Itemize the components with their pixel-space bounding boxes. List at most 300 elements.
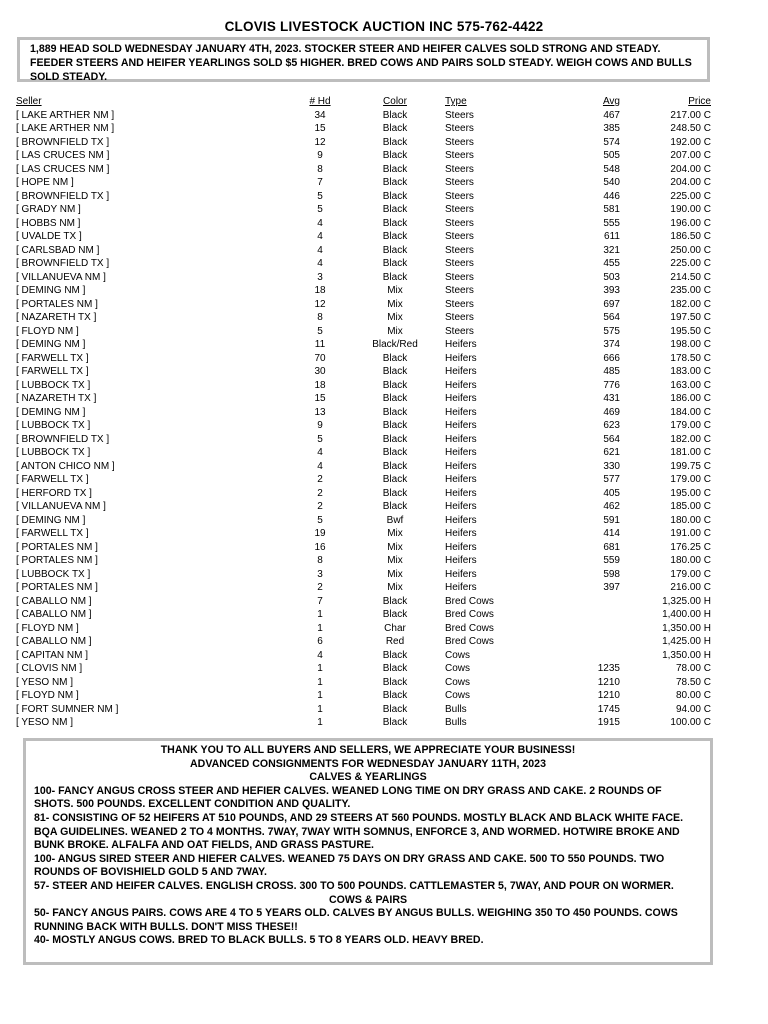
cell-price: 78.00 C	[675, 663, 711, 674]
cell-head-count: 1	[317, 676, 323, 688]
table-row	[15, 487, 715, 501]
table-row	[15, 230, 715, 244]
cell-type: Steers	[445, 312, 474, 323]
cell-avg-weight: 681	[603, 541, 620, 553]
cell-head-count: 4	[317, 258, 323, 269]
cell-seller: [ HERFORD TX ]	[16, 487, 92, 499]
cell-avg-weight: 462	[603, 501, 620, 512]
cell-color: Black	[382, 352, 408, 364]
table-row	[15, 257, 715, 271]
cell-price: 235.00 C	[670, 285, 711, 296]
cell-seller: [ FARWELL TX ]	[16, 474, 89, 485]
cell-price: 100.00 C	[670, 717, 711, 728]
cell-seller: [ LAKE ARTHER NM ]	[16, 123, 115, 134]
cell-head-count: 13	[314, 406, 326, 418]
cell-head-count: 3	[317, 568, 323, 580]
cell-color: Black	[382, 136, 408, 148]
table-row	[15, 365, 715, 379]
cell-seller: [ DEMING NM ]	[16, 514, 86, 526]
cell-type: Heifers	[445, 393, 477, 404]
cell-color: Black	[382, 150, 408, 161]
cell-head-count: 5	[317, 514, 323, 526]
cell-avg-weight: 385	[603, 123, 620, 134]
cell-head-count: 9	[317, 150, 323, 161]
cell-seller: [ PORTALES NM ]	[16, 541, 98, 553]
cell-head-count: 7	[317, 595, 323, 607]
cell-seller: [ FARWELL TX ]	[16, 366, 89, 377]
cell-type: Cows	[445, 676, 471, 688]
cell-price: 196.00 C	[670, 217, 711, 229]
cell-avg-weight: 623	[603, 420, 620, 431]
cell-color: Black	[382, 204, 408, 215]
cell-type: Heifers	[445, 487, 477, 499]
cell-color: Mix	[387, 528, 403, 539]
cell-avg-weight: 1210	[597, 690, 620, 701]
cell-price: 181.00 C	[670, 447, 711, 458]
cell-price: 204.00 C	[670, 163, 711, 175]
cell-seller: [ LAS CRUCES NM ]	[16, 163, 110, 175]
cell-price: 179.00 C	[670, 420, 711, 431]
consignment-item: 100- FANCY ANGUS CROSS STEER AND HEFIER CALVES. WEANED LONG TIME ON DRY GRASS AND CAKE. 2 ROUNDS OF SHOTS. 500 POUNDS. EXCELLENT CONDITION AND QUALITY.	[34, 784, 662, 811]
cell-seller: [ DEMING NM ]	[16, 406, 86, 418]
cell-color: Mix	[387, 298, 403, 310]
cell-type: Heifers	[445, 474, 477, 485]
cell-avg-weight: 1235	[597, 663, 620, 674]
cell-avg-weight: 611	[604, 231, 620, 242]
cell-color: Black	[382, 393, 408, 404]
cell-avg-weight: 503	[603, 271, 620, 283]
cell-price: 184.00 C	[670, 406, 711, 418]
cell-color: Black	[382, 190, 408, 202]
cell-color: Black	[382, 420, 408, 431]
table-body	[15, 109, 715, 730]
cell-color: Black	[382, 447, 408, 458]
cell-type: Steers	[445, 298, 474, 310]
cell-color: Black	[382, 123, 408, 134]
cell-type: Steers	[445, 136, 474, 148]
cell-head-count: 4	[317, 244, 323, 256]
cell-seller: [ CARLSBAD NM ]	[16, 244, 100, 256]
cell-head-count: 7	[317, 177, 323, 188]
cell-price: 197.50 C	[670, 312, 711, 323]
cell-color: Black	[382, 258, 408, 269]
page-title: CLOVIS LIVESTOCK AUCTION INC 575-762-4422	[224, 19, 544, 34]
table-row	[15, 676, 715, 690]
cell-price: 204.00 C	[670, 177, 711, 188]
table-row	[15, 392, 715, 406]
table-row	[15, 649, 715, 663]
consignments-box	[23, 738, 713, 965]
cell-type: Bulls	[445, 703, 467, 715]
cell-avg-weight: 374	[603, 339, 620, 350]
cell-head-count: 5	[317, 433, 323, 445]
cell-price: 1,350.00 H	[662, 622, 711, 634]
cell-type: Steers	[445, 177, 474, 188]
cell-avg-weight: 574	[603, 136, 620, 148]
table-row	[15, 338, 715, 352]
table-row	[15, 662, 715, 676]
cell-avg-weight: 621	[603, 447, 620, 458]
cell-price: 94.00 C	[675, 703, 711, 715]
cell-type: Steers	[445, 244, 474, 256]
cell-avg-weight: 505	[603, 150, 620, 161]
cell-seller: [ GRADY NM ]	[16, 204, 81, 215]
cell-avg-weight: 1210	[597, 676, 620, 688]
table-row	[15, 419, 715, 433]
cell-price: 207.00 C	[670, 150, 711, 161]
cell-price: 182.00 C	[670, 433, 711, 445]
cell-type: Steers	[445, 163, 474, 175]
cell-avg-weight: 564	[603, 312, 620, 323]
cell-color: Black/Red	[372, 339, 418, 350]
table-row	[15, 406, 715, 420]
cell-avg-weight: 467	[603, 109, 620, 121]
cell-seller: [ YESO NM ]	[16, 676, 74, 688]
cell-seller: [ DEMING NM ]	[16, 339, 86, 350]
cell-type: Steers	[445, 325, 474, 337]
table-row	[15, 190, 715, 204]
cell-seller: [ NAZARETH TX ]	[16, 393, 97, 404]
cell-color: Black	[382, 163, 408, 175]
cell-avg-weight: 548	[603, 163, 620, 175]
table-row	[15, 514, 715, 528]
cell-head-count: 4	[317, 231, 323, 242]
cell-avg-weight: 397	[603, 582, 620, 593]
cell-color: Black	[382, 109, 408, 121]
cell-color: Black	[382, 649, 408, 661]
cell-head-count: 4	[317, 460, 323, 472]
cell-head-count: 5	[317, 190, 323, 202]
cell-color: Black	[382, 177, 408, 188]
cell-head-count: 8	[317, 163, 323, 175]
cell-seller: [ LUBBOCK TX ]	[16, 568, 91, 580]
cell-head-count: 12	[314, 298, 326, 310]
cell-color: Black	[382, 474, 408, 485]
cell-seller: [ FLOYD NM ]	[16, 325, 79, 337]
cell-head-count: 4	[317, 447, 323, 458]
table-row	[15, 379, 715, 393]
cell-head-count: 4	[317, 217, 323, 229]
cell-seller: [ LAS CRUCES NM ]	[16, 150, 110, 161]
table-row	[15, 203, 715, 217]
table-row	[15, 703, 715, 717]
cell-type: Steers	[445, 109, 474, 121]
cell-head-count: 2	[317, 474, 323, 485]
cell-color: Black	[382, 487, 408, 499]
cell-price: 195.50 C	[670, 325, 711, 337]
cell-seller: [ ANTON CHICO NM ]	[16, 460, 115, 472]
table-row	[15, 109, 715, 123]
cell-avg-weight: 540	[603, 177, 620, 188]
cell-seller: [ LUBBOCK TX ]	[16, 447, 91, 458]
cell-seller: [ CLOVIS NM ]	[16, 663, 83, 674]
table-row	[15, 581, 715, 595]
cell-price: 192.00 C	[670, 136, 711, 148]
cell-avg-weight: 1915	[597, 717, 620, 728]
cell-head-count: 34	[314, 109, 326, 121]
cell-color: Mix	[387, 541, 403, 553]
cell-avg-weight: 431	[603, 393, 620, 404]
cell-seller: [ CABALLO NM ]	[16, 609, 92, 620]
col-avg-header: Avg	[602, 96, 620, 107]
table-row	[15, 311, 715, 325]
cell-avg-weight: 776	[603, 379, 620, 391]
consignment-item: 81- CONSISTING OF 52 HEIFERS AT 510 POUNDS, AND 29 STEERS AT 560 POUNDS. MOSTLY BLACK AND BLACK WHITE FACE. BQA GUIDELINES. WEANED 2 TO 4 MONTHS. 7WAY, 7WAY WITH SOMNUS, ENFORCE 3, AND WORMED. HOTWIRE BROKE AND BUNK BROKE. ALFALFA AND OAT FIELDS, AND GRASS PASTURE.	[34, 811, 684, 852]
consignment-item: 50- FANCY ANGUS PAIRS. COWS ARE 4 TO 5 YEARS OLD. CALVES BY ANGUS BULLS. WEIGHING 350 TO 450 POUNDS. COWS RUNNING BACK WITH BULLS. DON'T MISS THESE!!	[34, 907, 678, 933]
sale-summary-box	[17, 37, 710, 82]
table-row	[15, 122, 715, 136]
table-row	[15, 460, 715, 474]
cell-seller: [ CABALLO NM ]	[16, 595, 92, 607]
cell-type: Steers	[445, 285, 474, 296]
sale-summary-text: 1,889 HEAD SOLD WEDNESDAY JANUARY 4TH, 2023. STOCKER STEER AND HEIFER CALVES SOLD STRONG AND STEADY. FEEDER STEERS AND HEIFER YEARLINGS SOLD $5 HIGHER. BRED COWS AND PAIRS SOLD STEADY. WEIGH COWS AND BULLS SOLD STEADY.	[30, 43, 692, 83]
advanced-consignments-heading: ADVANCED CONSIGNMENTS FOR WEDNESDAY JANUARY 11TH, 2023	[190, 757, 546, 770]
cell-type: Steers	[445, 271, 474, 283]
consignment-item: 40- MOSTLY ANGUS COWS. BRED TO BLACK BULLS. 5 TO 8 YEARS OLD. HEAVY BRED.	[34, 934, 484, 947]
cell-head-count: 11	[314, 339, 326, 350]
cell-avg-weight: 393	[603, 285, 620, 296]
table-row	[15, 352, 715, 366]
cell-head-count: 8	[317, 555, 323, 566]
cell-head-count: 2	[317, 487, 323, 499]
cows-heading: COWS & PAIRS	[328, 893, 408, 906]
table-row	[15, 527, 715, 541]
cell-seller: [ DEMING NM ]	[16, 285, 86, 296]
cell-avg-weight: 666	[603, 352, 620, 364]
cell-type: Steers	[445, 204, 474, 215]
cell-seller: [ PORTALES NM ]	[16, 582, 98, 593]
col-price-header: Price	[688, 96, 711, 107]
cell-type: Heifers	[445, 582, 477, 593]
cell-color: Black	[382, 676, 408, 688]
cell-head-count: 1	[317, 609, 323, 620]
table-header	[15, 95, 715, 109]
cell-type: Bred Cows	[445, 609, 494, 620]
cell-color: Mix	[387, 285, 403, 296]
cell-head-count: 15	[314, 393, 326, 404]
cell-type: Steers	[445, 258, 474, 269]
calves-heading: CALVES & YEARLINGS	[309, 771, 427, 784]
cell-head-count: 16	[314, 541, 326, 553]
table-row	[15, 595, 715, 609]
cell-head-count: 1	[317, 690, 323, 701]
cell-type: Heifers	[445, 501, 477, 512]
col-head-header: # Hd	[309, 96, 331, 107]
cell-type: Heifers	[445, 447, 477, 458]
cell-type: Heifers	[445, 406, 477, 418]
cell-type: Heifers	[445, 568, 477, 580]
cell-type: Steers	[445, 123, 474, 134]
cell-avg-weight: 697	[603, 298, 620, 310]
cell-avg-weight: 469	[603, 406, 620, 418]
cell-type: Heifers	[445, 352, 477, 364]
cell-seller: [ UVALDE TX ]	[16, 231, 82, 242]
cell-seller: [ BROWNFIELD TX ]	[16, 258, 110, 269]
cell-avg-weight: 1745	[597, 703, 620, 715]
cell-seller: [ YESO NM ]	[16, 717, 74, 728]
cell-price: 250.00 C	[670, 244, 711, 256]
cell-type: Heifers	[445, 420, 477, 431]
cell-color: Mix	[387, 568, 403, 580]
cell-seller: [ HOPE NM ]	[16, 177, 74, 188]
table-row	[15, 608, 715, 622]
cell-seller: [ CAPITAN NM ]	[16, 649, 89, 661]
cell-head-count: 15	[314, 123, 326, 134]
table-row	[15, 541, 715, 555]
cell-head-count: 2	[317, 582, 323, 593]
cell-head-count: 1	[317, 663, 323, 674]
cell-seller: [ BROWNFIELD TX ]	[16, 190, 110, 202]
cell-color: Black	[382, 244, 408, 256]
cell-seller: [ VILLANUEVA NM ]	[16, 501, 106, 512]
cell-head-count: 1	[317, 717, 323, 728]
cell-price: 190.00 C	[670, 204, 711, 215]
cell-type: Heifers	[445, 460, 477, 472]
cell-type: Heifers	[445, 339, 477, 350]
cell-head-count: 3	[317, 271, 323, 283]
table-row	[15, 568, 715, 582]
cell-seller: [ LUBBOCK TX ]	[16, 420, 91, 431]
cell-color: Black	[382, 217, 408, 229]
cell-seller: [ VILLANUEVA NM ]	[16, 271, 106, 283]
cell-price: 214.50 C	[670, 271, 711, 283]
cell-price: 216.00 C	[670, 582, 711, 593]
cell-price: 1,425.00 H	[662, 636, 711, 647]
cell-head-count: 6	[317, 636, 323, 647]
cell-color: Black	[382, 717, 408, 728]
cell-avg-weight: 591	[603, 514, 620, 526]
table-row	[15, 433, 715, 447]
cell-price: 179.00 C	[670, 568, 711, 580]
table-row	[15, 244, 715, 258]
cell-color: Black	[382, 690, 408, 701]
cell-type: Heifers	[445, 433, 477, 445]
cell-seller: [ BROWNFIELD TX ]	[16, 136, 110, 148]
table-row	[15, 325, 715, 339]
cell-color: Black	[382, 595, 408, 607]
cell-head-count: 8	[317, 312, 323, 323]
cell-color: Black	[382, 406, 408, 418]
cell-seller: [ LUBBOCK TX ]	[16, 379, 91, 391]
cell-price: 248.50 C	[670, 123, 711, 134]
cell-type: Heifers	[445, 541, 477, 553]
col-seller-header: Seller	[16, 96, 42, 107]
cell-price: 1,350.00 H	[662, 649, 711, 661]
table-row	[15, 149, 715, 163]
cell-type: Steers	[445, 217, 474, 229]
cell-color: Black	[382, 609, 408, 620]
cell-color: Black	[382, 663, 408, 674]
table-row	[15, 716, 715, 730]
cell-head-count: 2	[317, 501, 323, 512]
table-row	[15, 284, 715, 298]
cell-price: 186.50 C	[670, 231, 711, 242]
cell-head-count: 18	[314, 285, 326, 296]
cell-price: 1,400.00 H	[662, 609, 711, 620]
table-row	[15, 622, 715, 636]
cell-avg-weight: 564	[603, 433, 620, 445]
cell-head-count: 70	[314, 352, 326, 364]
cell-seller: [ PORTALES NM ]	[16, 555, 98, 566]
cell-avg-weight: 414	[603, 528, 620, 539]
cell-type: Cows	[445, 690, 471, 701]
cell-price: 176.25 C	[670, 541, 711, 553]
cell-seller: [ PORTALES NM ]	[16, 298, 98, 310]
cell-type: Heifers	[445, 514, 477, 526]
table-row	[15, 217, 715, 231]
cell-type: Cows	[445, 649, 471, 661]
cell-seller: [ FARWELL TX ]	[16, 352, 89, 364]
cell-avg-weight: 581	[603, 204, 620, 215]
cell-color: Black	[382, 271, 408, 283]
cell-avg-weight: 446	[603, 190, 620, 202]
cell-price: 80.00 C	[675, 690, 711, 701]
cell-color: Black	[382, 379, 408, 391]
sales-table	[15, 95, 715, 730]
cell-price: 182.00 C	[670, 298, 711, 310]
cell-color: Mix	[387, 312, 403, 323]
cell-type: Steers	[445, 150, 474, 161]
cell-head-count: 30	[314, 366, 326, 377]
cell-seller: [ FLOYD NM ]	[16, 622, 79, 634]
table-row	[15, 298, 715, 312]
table-row	[15, 446, 715, 460]
cell-seller: [ LAKE ARTHER NM ]	[16, 109, 115, 121]
cell-price: 163.00 C	[670, 379, 711, 391]
col-type-header: Type	[445, 96, 467, 107]
cell-seller: [ HOBBS NM ]	[16, 217, 81, 229]
cell-price: 179.00 C	[670, 474, 711, 485]
cell-avg-weight: 577	[603, 474, 620, 485]
cell-seller: [ BROWNFIELD TX ]	[16, 433, 110, 445]
table-row	[15, 500, 715, 514]
cell-color: Black	[382, 501, 408, 512]
cell-price: 225.00 C	[670, 190, 711, 202]
thanks-line: THANK YOU TO ALL BUYERS AND SELLERS, WE APPRECIATE YOUR BUSINESS!	[160, 744, 576, 756]
table-row	[15, 554, 715, 568]
consignment-item: 100- ANGUS SIRED STEER AND HIEFER CALVES. WEANED 75 DAYS ON DRY GRASS AND CAKE. 500 TO 550 POUNDS. TWO ROUNDS OF BOVISHIELD GOLD 5 AND 7WAY.	[34, 852, 665, 879]
cell-avg-weight: 330	[603, 460, 620, 472]
cell-avg-weight: 321	[603, 244, 620, 256]
table-row	[15, 473, 715, 487]
cell-price: 180.00 C	[670, 514, 711, 526]
cell-head-count: 18	[314, 379, 326, 391]
table-row	[15, 163, 715, 177]
cell-price: 198.00 C	[670, 339, 711, 350]
cell-type: Heifers	[445, 555, 477, 566]
cell-color: Mix	[387, 555, 403, 566]
cell-type: Heifers	[445, 366, 477, 377]
cell-price: 225.00 C	[670, 258, 711, 269]
cell-avg-weight: 559	[603, 555, 620, 566]
cell-type: Cows	[445, 663, 471, 674]
cell-color: Black	[382, 231, 408, 242]
cell-price: 186.00 C	[670, 393, 711, 404]
cell-type: Steers	[445, 231, 474, 242]
cell-seller: [ FARWELL TX ]	[16, 528, 89, 539]
cell-color: Mix	[387, 325, 403, 337]
cell-type: Heifers	[445, 379, 477, 391]
cell-color: Char	[384, 622, 406, 634]
cell-price: 183.00 C	[670, 366, 711, 377]
table-row	[15, 136, 715, 150]
cell-type: Bulls	[445, 717, 467, 728]
cell-color: Black	[382, 433, 408, 445]
cell-price: 185.00 C	[670, 501, 711, 512]
cell-avg-weight: 455	[603, 258, 620, 269]
cell-price: 199.75 C	[670, 460, 711, 472]
consignment-item: 57- STEER AND HEIFER CALVES. ENGLISH CROSS. 300 TO 500 POUNDS. CATTLEMASTER 5, 7WAY, AND POUR ON WORMER.	[34, 879, 674, 892]
